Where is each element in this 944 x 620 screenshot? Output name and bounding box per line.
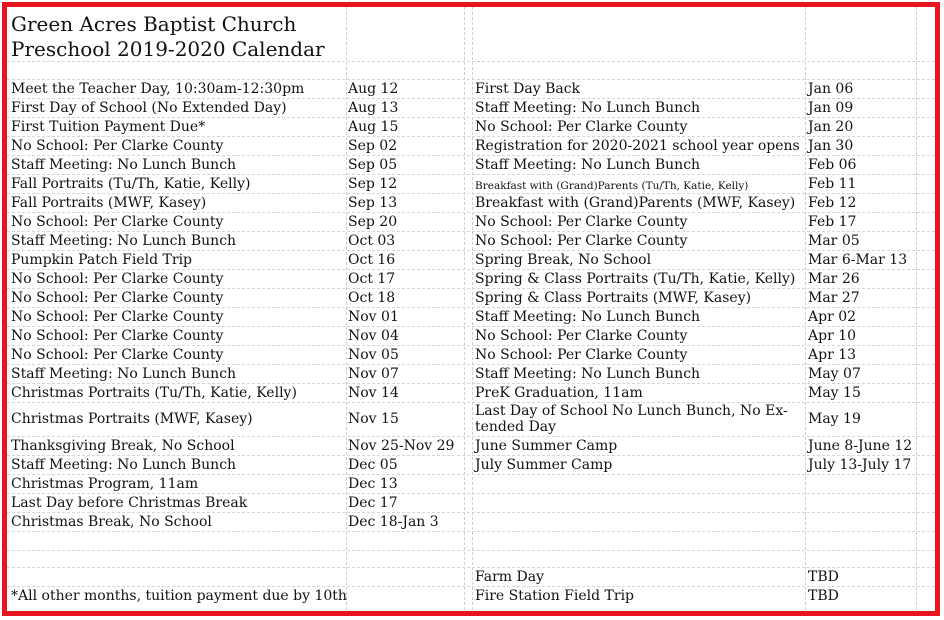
event-name: Staff Meeting: No Lunch Bunch xyxy=(11,457,237,473)
event-date: Apr 13 xyxy=(808,347,857,363)
event-date: Aug 15 xyxy=(348,119,399,135)
grid-row-line xyxy=(7,586,935,587)
event-date: Dec 05 xyxy=(348,457,398,473)
event-date: Feb 06 xyxy=(808,157,857,173)
event-name: No School: Per Clarke County xyxy=(11,138,224,154)
event-name: June Summer Camp xyxy=(475,438,618,454)
event-date: Feb 12 xyxy=(808,195,857,211)
event-name: Staff Meeting: No Lunch Bunch xyxy=(475,309,701,325)
event-date: Jan 09 xyxy=(808,100,854,116)
grid-row-line xyxy=(7,174,935,175)
event-name: Breakfast with (Grand)Parents (MWF, Kasey) xyxy=(475,195,796,211)
event-name: Fire Station Field Trip xyxy=(475,588,635,604)
event-name: Christmas Portraits (MWF, Kasey) xyxy=(11,411,253,427)
event-name: No School: Per Clarke County xyxy=(11,347,224,363)
event-name: Spring & Class Portraits (Tu/Th, Katie, Kelly) xyxy=(475,271,796,287)
event-date: Sep 13 xyxy=(348,195,398,211)
event-date: May 07 xyxy=(808,366,861,382)
event-date: Oct 17 xyxy=(348,271,396,287)
event-date: TBD xyxy=(808,569,839,585)
event-date: Mar 05 xyxy=(808,233,860,249)
grid-row-line xyxy=(7,231,935,232)
event-date: Nov 05 xyxy=(348,347,399,363)
grid-row-line xyxy=(7,136,935,137)
event-date: Nov 25-Nov 29 xyxy=(348,438,455,454)
event-name: Staff Meeting: No Lunch Bunch xyxy=(11,157,237,173)
grid-row-line xyxy=(7,307,935,308)
event-name: Fall Portraits (MWF, Kasey) xyxy=(11,195,207,211)
grid-row-line xyxy=(7,193,935,194)
grid-row-line xyxy=(7,117,935,118)
grid-row-line xyxy=(7,531,935,532)
event-name: Thanksgiving Break, No School xyxy=(11,438,235,454)
event-date: Sep 02 xyxy=(348,138,398,154)
event-date: Jan 06 xyxy=(808,81,854,97)
event-date: Nov 07 xyxy=(348,366,399,382)
event-date: Nov 04 xyxy=(348,328,399,344)
event-name: Pumpkin Patch Field Trip xyxy=(11,252,193,268)
grid-row-line xyxy=(7,269,935,270)
event-name: Breakfast with (Grand)Parents (Tu/Th, Katie, Kelly) xyxy=(475,180,749,192)
grid-row-line xyxy=(7,402,935,403)
event-date: Nov 14 xyxy=(348,385,399,401)
event-date: June 8-June 12 xyxy=(808,438,913,454)
event-date: Mar 6-Mar 13 xyxy=(808,252,908,268)
event-date: May 19 xyxy=(808,411,861,427)
event-date: July 13-July 17 xyxy=(808,457,912,473)
event-name: Farm Day xyxy=(475,569,545,585)
event-date: Apr 10 xyxy=(808,328,857,344)
grid-row-line xyxy=(7,512,935,513)
event-name: Staff Meeting: No Lunch Bunch xyxy=(11,233,237,249)
grid-row-line xyxy=(7,212,935,213)
event-name: Christmas Program, 11am xyxy=(11,476,199,492)
event-date: Jan 30 xyxy=(808,138,854,154)
event-name-continued: tended Day xyxy=(475,419,557,435)
event-date: Oct 18 xyxy=(348,290,396,306)
grid-row-line xyxy=(7,567,935,568)
grid-row-line xyxy=(7,326,935,327)
event-date: May 15 xyxy=(808,385,861,401)
event-date: Sep 05 xyxy=(348,157,398,173)
event-date: Dec 17 xyxy=(348,495,398,511)
grid-row-line xyxy=(7,455,935,456)
grid-row-line xyxy=(7,493,935,494)
grid-row-line xyxy=(7,155,935,156)
grid-row-line xyxy=(7,345,935,346)
event-date: Dec 18-Jan 3 xyxy=(348,514,439,530)
event-name: Last Day before Christmas Break xyxy=(11,495,248,511)
event-date: Aug 13 xyxy=(348,100,399,116)
event-date: Oct 16 xyxy=(348,252,396,268)
grid-row-line xyxy=(7,79,935,80)
event-name: No School: Per Clarke County xyxy=(11,290,224,306)
event-date: Apr 02 xyxy=(808,309,857,325)
grid-row-line xyxy=(7,250,935,251)
event-name: Fall Portraits (Tu/Th, Katie, Kelly) xyxy=(11,176,251,192)
event-date: Oct 03 xyxy=(348,233,396,249)
event-name: No School: Per Clarke County xyxy=(475,233,688,249)
event-date: Feb 17 xyxy=(808,214,857,230)
grid-row-line xyxy=(7,364,935,365)
grid-row-line xyxy=(7,474,935,475)
grid-row-line xyxy=(7,61,935,62)
event-date: TBD xyxy=(808,588,839,604)
event-name: No School: Per Clarke County xyxy=(11,309,224,325)
grid-row-line xyxy=(7,98,935,99)
event-date: Dec 13 xyxy=(348,476,398,492)
event-name: No School: Per Clarke County xyxy=(475,347,688,363)
event-name: No School: Per Clarke County xyxy=(11,328,224,344)
event-date: Nov 01 xyxy=(348,309,399,325)
event-name: Staff Meeting: No Lunch Bunch xyxy=(475,366,701,382)
event-name: First Tuition Payment Due* xyxy=(11,119,206,135)
page-title-line-1: Green Acres Baptist Church xyxy=(11,12,297,36)
event-date: Jan 20 xyxy=(808,119,854,135)
event-name: Last Day of School No Lunch Bunch, No Ex- xyxy=(475,403,788,419)
page-title-line-2: Preschool 2019-2020 Calendar xyxy=(11,37,325,61)
event-name: Meet the Teacher Day, 10:30am-12:30pm xyxy=(11,81,305,97)
event-name: Spring & Class Portraits (MWF, Kasey) xyxy=(475,290,752,306)
grid-row-line xyxy=(7,383,935,384)
event-name: No School: Per Clarke County xyxy=(475,119,688,135)
event-name: Registration for 2020-2021 school year opens xyxy=(475,138,800,154)
grid-row-line xyxy=(7,288,935,289)
event-name: Staff Meeting: No Lunch Bunch xyxy=(11,366,237,382)
event-date: Feb 11 xyxy=(808,176,857,192)
event-name: Staff Meeting: No Lunch Bunch xyxy=(475,100,701,116)
event-name: Staff Meeting: No Lunch Bunch xyxy=(475,157,701,173)
event-name: July Summer Camp xyxy=(475,457,613,473)
event-name: No School: Per Clarke County xyxy=(475,328,688,344)
event-date: Sep 12 xyxy=(348,176,398,192)
event-name: No School: Per Clarke County xyxy=(11,271,224,287)
event-name: First Day of School (No Extended Day) xyxy=(11,100,287,116)
event-name: Christmas Portraits (Tu/Th, Katie, Kelly) xyxy=(11,385,297,401)
event-date: Aug 12 xyxy=(348,81,399,97)
event-name: No School: Per Clarke County xyxy=(11,214,224,230)
grid-row-line xyxy=(7,550,935,551)
event-name: Christmas Break, No School xyxy=(11,514,212,530)
event-name: First Day Back xyxy=(475,81,581,97)
event-name: No School: Per Clarke County xyxy=(475,214,688,230)
event-date: Mar 26 xyxy=(808,271,860,287)
event-date: Sep 20 xyxy=(348,214,398,230)
grid-row-line xyxy=(7,436,935,437)
event-date: Nov 15 xyxy=(348,411,399,427)
tuition-footnote: *All other months, tuition payment due by 10th xyxy=(11,588,347,604)
event-name: PreK Graduation, 11am xyxy=(475,385,643,401)
event-date: Mar 27 xyxy=(808,290,860,306)
event-name: Spring Break, No School xyxy=(475,252,652,268)
